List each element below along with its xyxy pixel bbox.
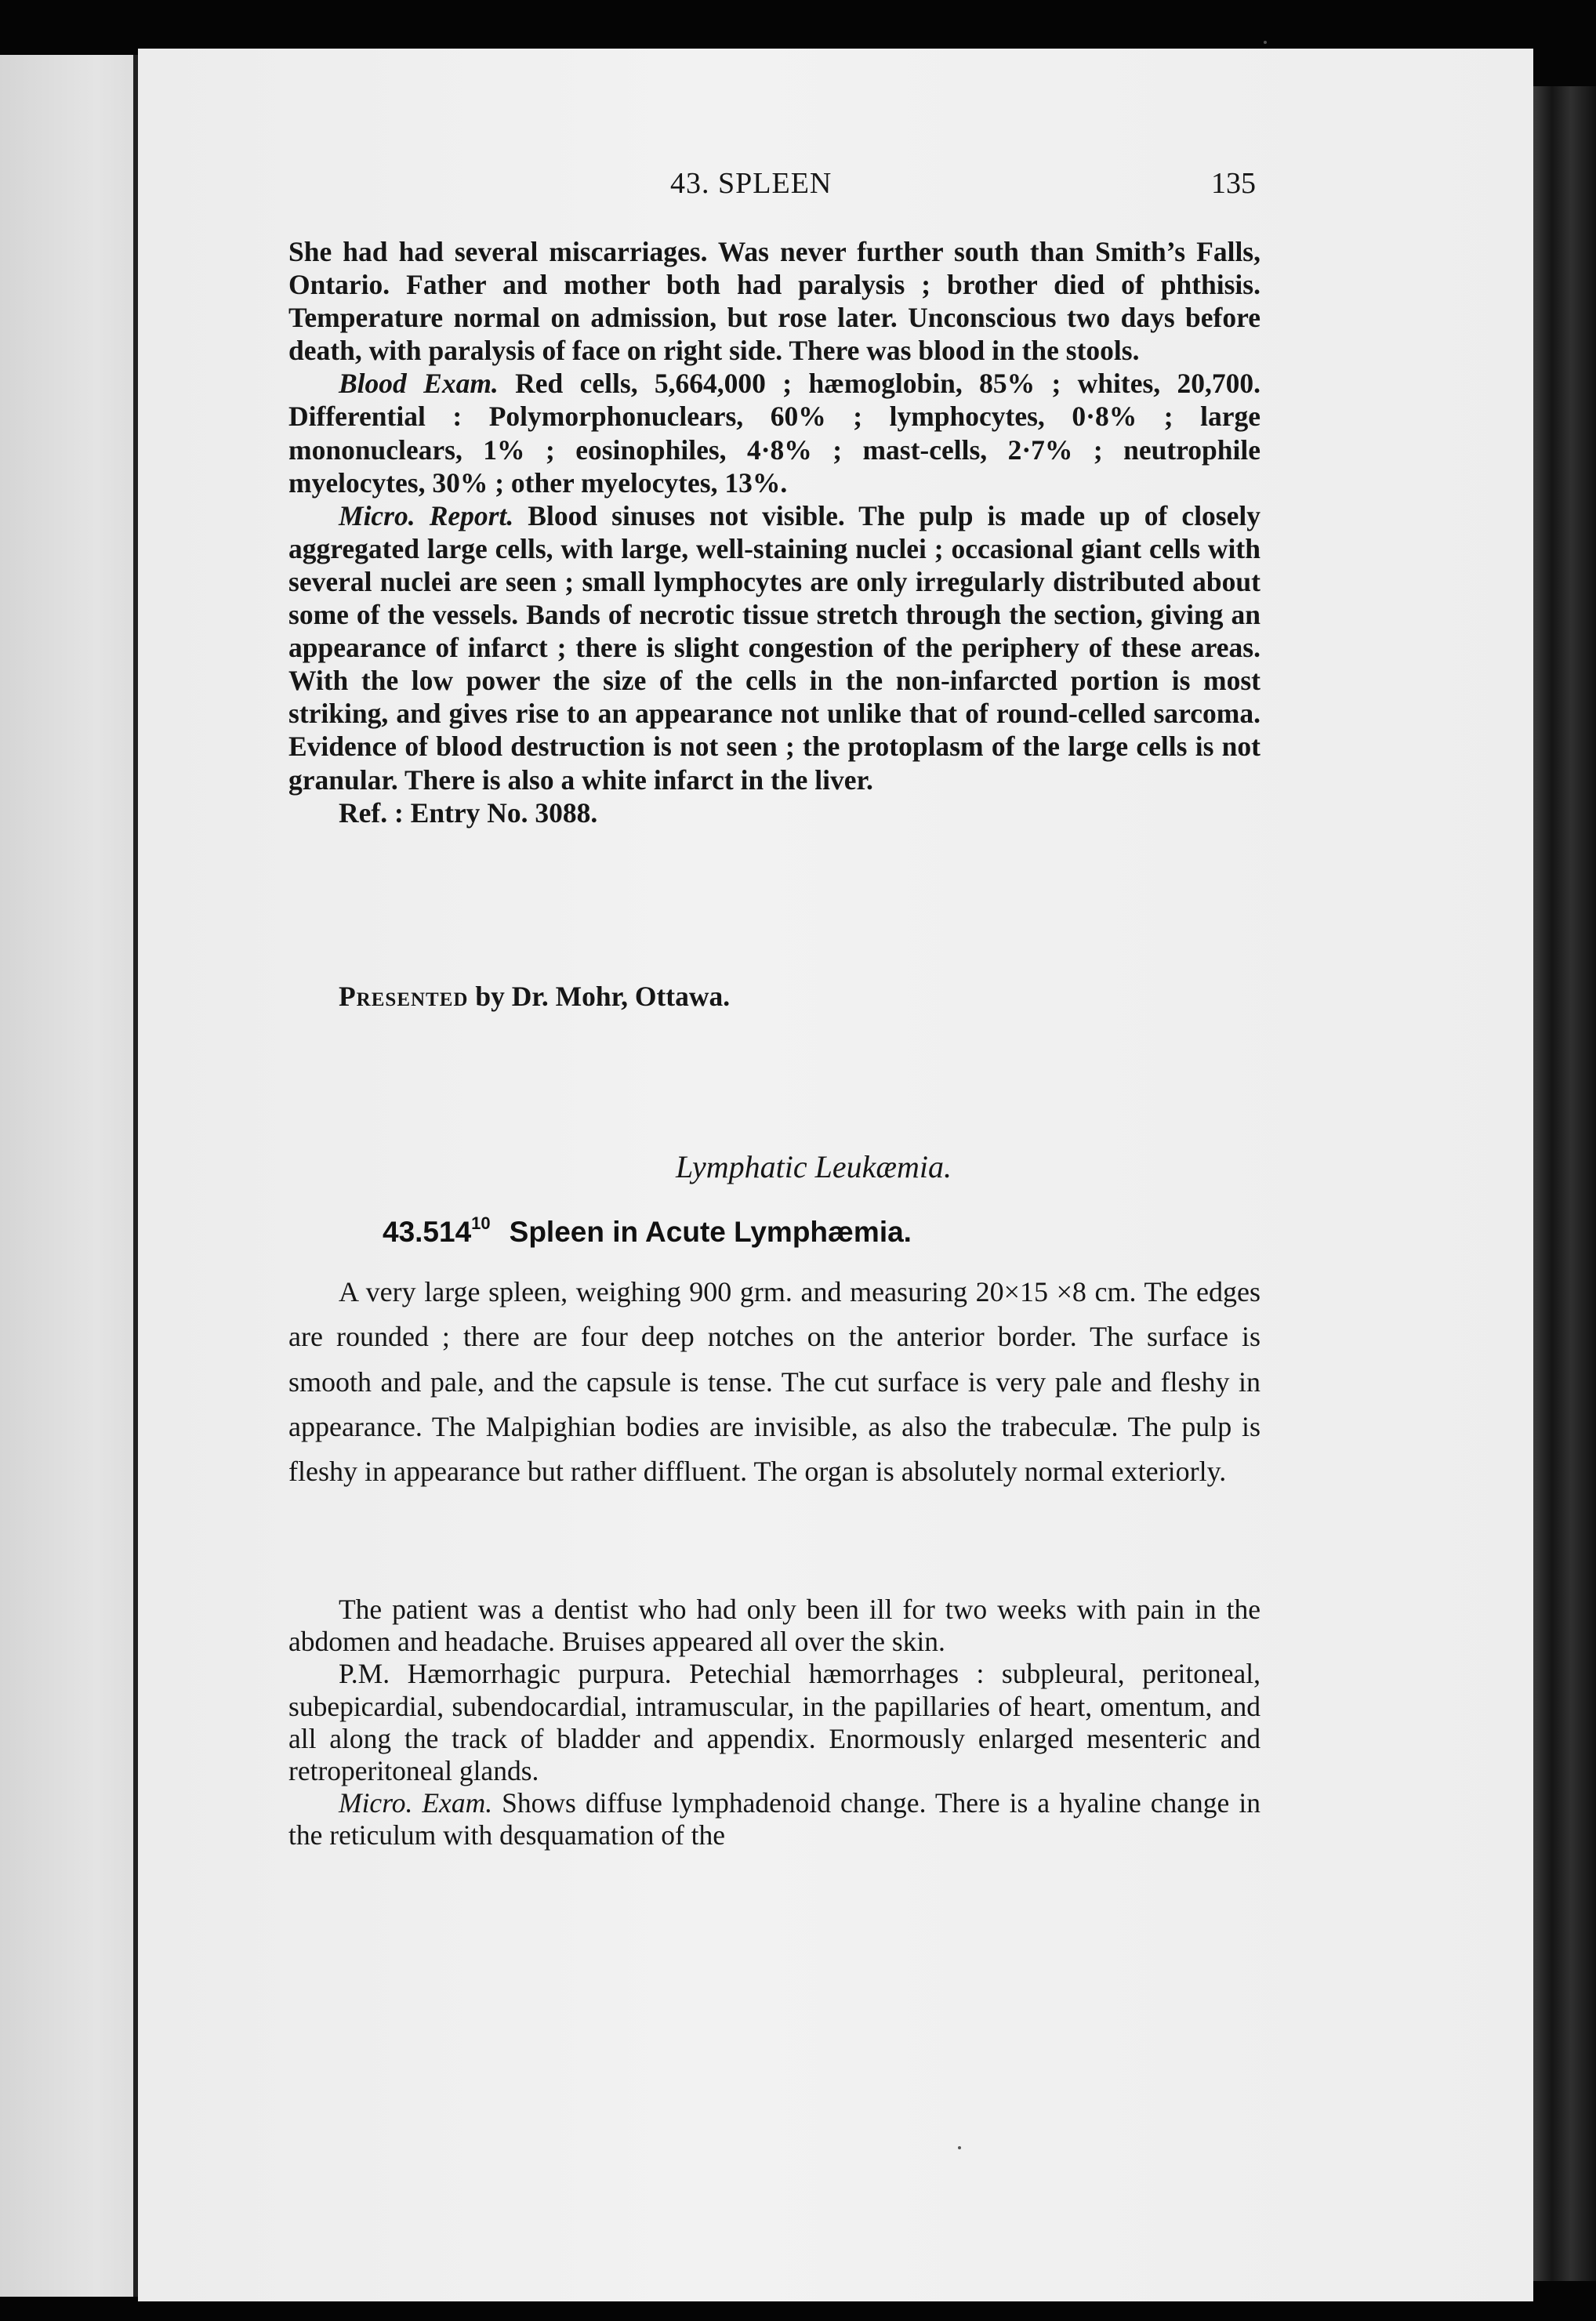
- pm-paragraph: P.M. Hæmorrhagic purpura. Petechial hæmorrhages : subpleural, peritoneal, subepicardial, subendocardial, intramuscular, in the papillaries of heart, omentum, and all along the track of bladder and appendix. Enormously enlarged mesenteric and retroperitoneal glands.: [288, 1658, 1260, 1787]
- specimen-description: [288, 1270, 1260, 1494]
- paper-speck: [958, 2146, 961, 2149]
- section-title: Lymphatic Leukæmia.: [675, 1149, 952, 1184]
- presented-label: Presented: [339, 981, 469, 1012]
- blood-exam-paragraph: [288, 367, 1260, 499]
- reference-line: Ref. : Entry No. 3088.: [339, 796, 598, 829]
- paper-speck: [1264, 41, 1267, 44]
- specimen-name: Spleen in Acute Lymphæmia.: [509, 1216, 912, 1248]
- specimen-superscript: 10: [471, 1213, 491, 1233]
- blood-exam-label: Blood Exam.: [339, 368, 499, 400]
- patient-paragraph: The patient was a dentist who had only been ill for two weeks with pain in the abdomen and headache. Bruises appeared all over the skin.: [288, 1594, 1260, 1658]
- micro-exam-text: Shows diffuse lymphadenoid change. There is a hyaline change in the reticulum with desquamation of the: [288, 1787, 1260, 1851]
- micro-report-text: Blood sinuses not visible. The pulp is made up of closely aggregated large cells, with large, well-staining nuclei ; occasional giant cells with several nuclei are seen ; small lymphocytes are only irregularly distributed about some of the vessels. Bands of necrotic tissue stretch through the section, giving an appearance of infarct ; there is slight congestion of the periphery of these areas. With the low power the size of the cells in the non-infarcted portion is most striking, and gives rise to an appearance not unlike that of round-celled sarcoma. Evidence of blood destruction is not seen ; the protoplasm of the large cells is not granular. There is also a white infarct in the liver.: [288, 499, 1260, 796]
- case-history-continued: [288, 235, 1260, 829]
- specimen-heading: [383, 1213, 912, 1249]
- presented-by: [339, 980, 730, 1013]
- micro-report-paragraph: [288, 499, 1260, 796]
- presented-text: by Dr. Mohr, Ottawa.: [468, 981, 731, 1012]
- specimen-clinical-notes: [288, 1594, 1260, 1852]
- micro-exam-paragraph: [288, 1787, 1260, 1851]
- micro-exam-label: Micro. Exam.: [339, 1787, 493, 1819]
- running-head: [0, 166, 1596, 213]
- micro-report-label: Micro. Report.: [339, 499, 514, 531]
- chapter-title: 43. SPLEEN: [670, 167, 832, 200]
- description-paragraph: A very large spleen, weighing 900 grm. and measuring 20×15 ×8 cm. The edges are rounded ; there are four deep notches on the anterior border. The surface is smooth and pale, and the capsule is tense. The cut surface is very pale and fleshy in appearance. The Malpighian bodies are invisible, as also the trabeculæ. The pulp is fleshy in appearance but rather diffluent. The organ is absolutely normal exteriorly.: [288, 1276, 1260, 1488]
- specimen-number: 43.514: [383, 1216, 472, 1248]
- blood-exam-text: Red cells, 5,664,000 ; hæmoglobin, 85% ; whites, 20,700. Differential : Polymorphonuclears, 60% ; lymphocytes, 0·8% ; large mononuclears, 1% ; eosinophiles, 4·8% ; mast-cells, 2·7% ; neutrophile myelocytes, 30% ; other myelocytes, 13%.: [288, 368, 1260, 499]
- page-number: 135: [1211, 167, 1256, 200]
- history-paragraph: She had had several miscarriages. Was never further south than Smith’s Falls, Ontario. Father and mother both had paralysis ; brother died of phthisis. Temperature normal on admission, but rose later. Unconscious two days before death, with paralysis of face on right side. There was blood in the stools.: [288, 236, 1260, 367]
